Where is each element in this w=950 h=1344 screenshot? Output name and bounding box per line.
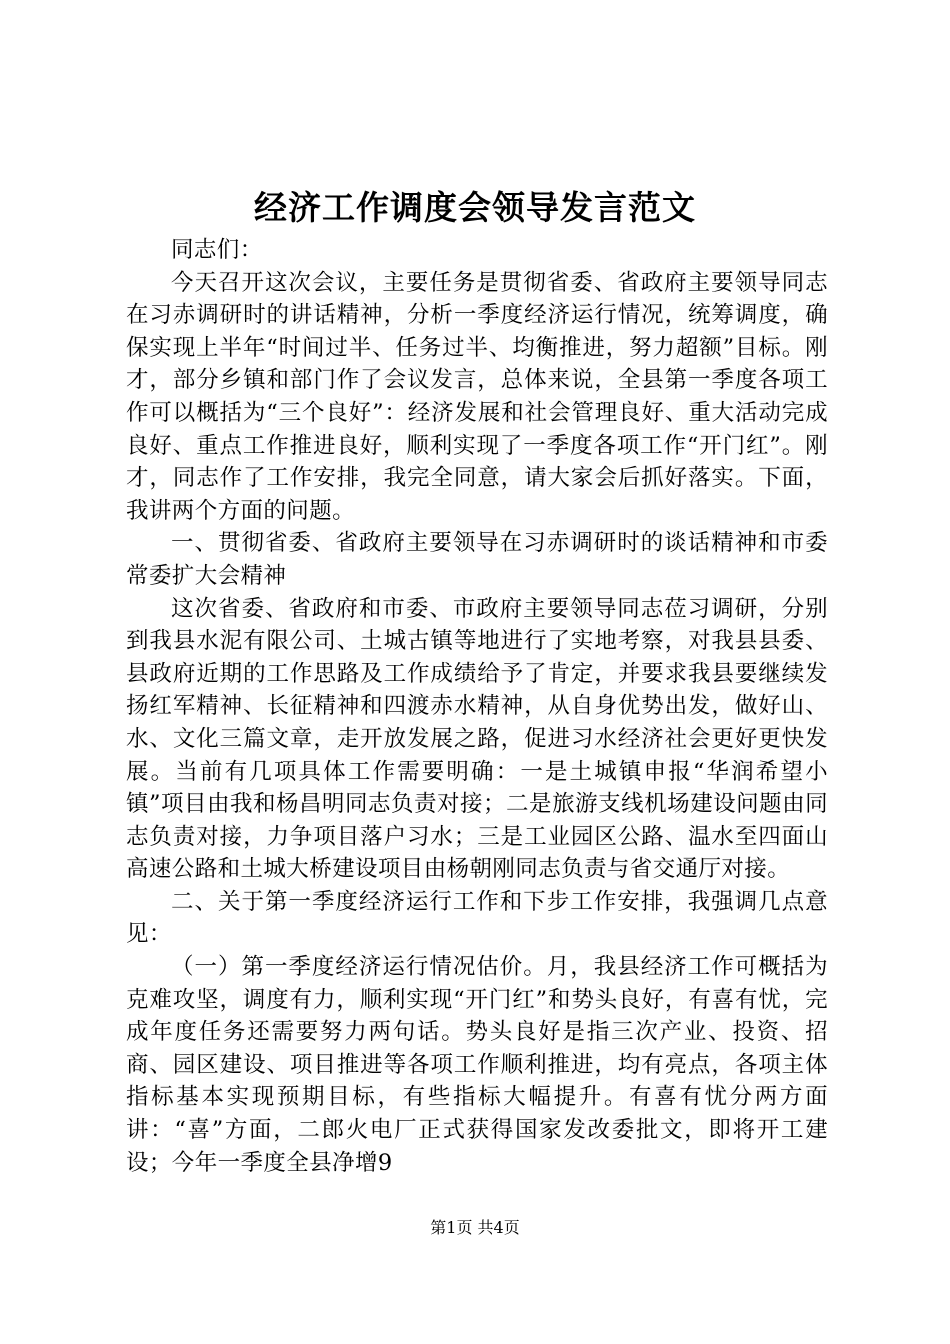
- document-body: [126, 234, 828, 1179]
- paragraph-heading-two: 二、关于第一季度经济运行工作和下步工作安排，我强调几点意见：: [126, 888, 828, 948]
- document-title: 经济工作调度会领导发言范文: [254, 188, 696, 227]
- paragraph-intro: 今天召开这次会议，主要任务是贯彻省委、省政府主要领导同志在习赤调研时的讲话精神，分析一季度经济运行情况，统筹调度，确保实现上半年“时间过半、任务过半、均衡推进，努力超额”目标。刚才，部分乡镇和部门作了会议发言，总体来说，全县第一季度各项工作可以概括为“三个良好”：经济发展和社会管理良好、重大活动完成良好、重点工作推进良好，顺利实现了一季度各项工作“开门红”。刚才，同志作了工作安排，我完全同意，请大家会后抓好落实。下面，我讲两个方面的问题。: [126, 269, 828, 524]
- page-number-footer: 第1页 共4页: [430, 1218, 520, 1237]
- paragraph-greeting: 同志们：: [171, 237, 263, 263]
- paragraph-section-one: 这次省委、省政府和市委、市政府主要领导同志莅习调研，分别到我县水泥有限公司、土城古镇等地进行了实地考察，对我县县委、县政府近期的工作思路及工作成绩给予了肯定，并要求我县要继续发扬红军精神、长征精神和四渡赤水精神，从自身优势出发，做好山、水、文化三篇文章，走开放发展之路，促进习水经济社会更好更快发展。当前有几项具体工作需要明确：一是土城镇申报“华润希望小镇”项目由我和杨昌明同志负责对接；二是旅游支线机场建设问题由同志负责对接，力争项目落户习水；三是工业园区公路、温水至四面山高速公路和土城大桥建设项目由杨朝刚同志负责与省交通厅对接。: [126, 595, 828, 883]
- paragraph-subsection-one: （一）第一季度经济运行情况估价。月，我县经济工作可概括为克难攻坚，调度有力，顺利实现“开门红”和势头良好，有喜有忧，完成年度任务还需要努力两句话。势头良好是指三次产业、投资、招商、园区建设、项目推进等各项工作顺利推进，均有亮点，各项主体指标基本实现预期目标，有些指标大幅提升。有喜有忧分两方面讲：“喜”方面，二郎火电厂正式获得国家发改委批文，即将开工建设；今年一季度全县净增9: [126, 954, 828, 1176]
- paragraph-heading-one: 一、贯彻省委、省政府主要领导在习赤调研时的谈话精神和市委常委扩大会精神: [126, 530, 828, 589]
